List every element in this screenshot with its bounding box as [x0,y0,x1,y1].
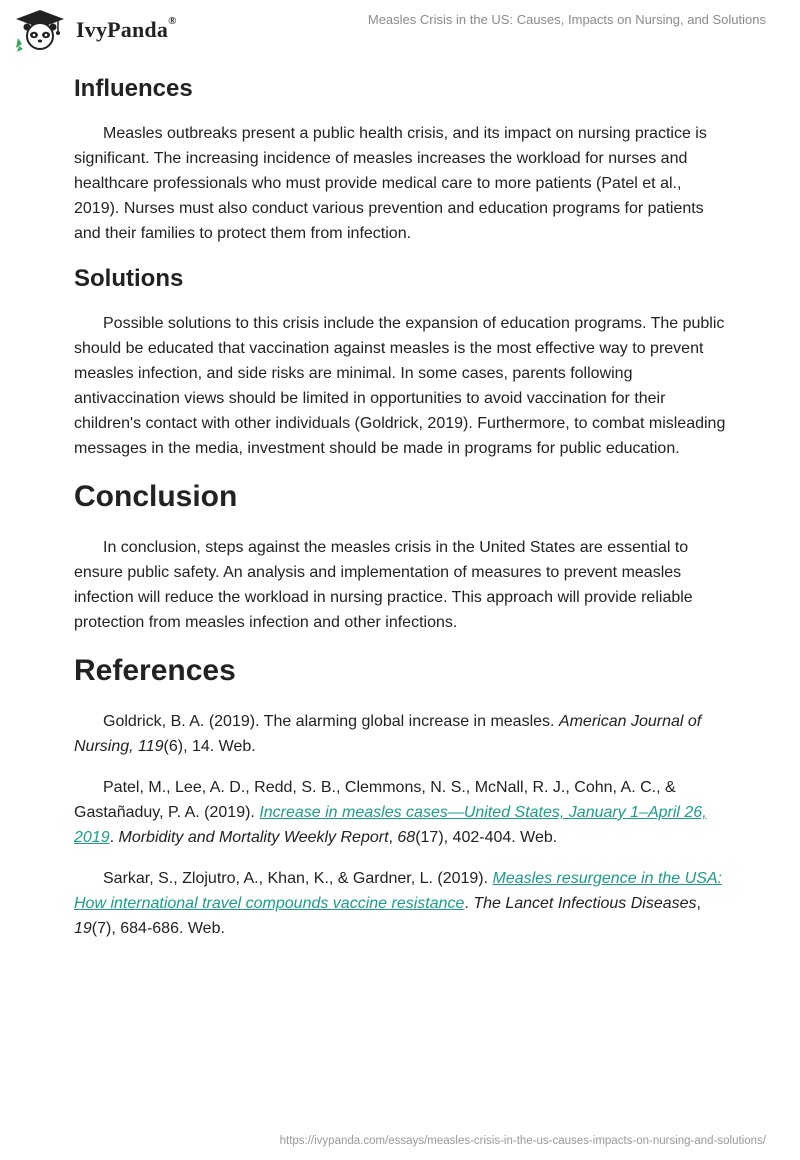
reference-journal: American Journal of Nursing, 119 [74,713,702,755]
reference-details: (7), 684-686. Web. [91,920,225,937]
reference-link[interactable]: Measles resurgence in the USA: How international travel compounds vaccine resistance [74,870,722,912]
reference-details: (6), 14. Web. [163,738,256,755]
reference-item [74,709,726,759]
references-heading: References [74,654,236,687]
reference-link[interactable]: Increase in measles cases—United States, January 1–April 26, 2019 [74,804,707,846]
influences-paragraph: Measles outbreaks present a public health crisis, and its impact on nursing practice is significant. The increasing incidence of measles increases the workload for nurses and healthcare professionals who must provide medical care to more patients (Patel et al., 2019). Nurses must also conduct various prevention and education programs for patients and their families to protect them from infection. [74,125,707,242]
reference-item: Sarkar, S., Zlojutro, A., Khan, K., & Gardner, L. (2019). Measles resurgence in the USA: How international travel compounds vaccine resistance. The Lancet Infectious Diseases, 19(7), 684-686. Web. [74,870,722,937]
reference-authors: Goldrick, B. A. (2019). The alarming global increase in measles. [103,713,559,730]
reference-item: Patel, M., Lee, A. D., Redd, S. B., Clemmons, N. S., McNall, R. J., Cohn, A. C., & Gastañaduy, P. A. (2019). Increase in measles cases—United States, January 1–April 26, 2019. Morbidity and Mortality Weekly Report, 68(17), 402-404. Web. [74,779,707,846]
panda-graduate-icon [14,8,66,52]
reference-authors: Sarkar, S., Zlojutro, A., Khan, K., & Gardner, L. (2019). [103,870,493,887]
conclusion-paragraph: In conclusion, steps against the measles crisis in the United States are essential to ensure public safety. An analysis and implementation of measures to prevent measles infection will reduce the workload in nursing practice. This approach will provide reliable protection from measles infection and other infections. [74,539,693,631]
reference-journal: The Lancet Infectious Diseases [473,895,697,912]
reference-authors: Patel, M., Lee, A. D., Redd, S. B., Clemmons, N. S., McNall, R. J., Cohn, A. C., & Gastañaduy, P. A. (2019). [74,779,676,821]
reference-volume: 68 [397,829,416,846]
essay-content [74,72,726,941]
solutions-heading: Solutions [74,265,184,292]
solutions-paragraph: Possible solutions to this crisis include the expansion of education programs. The public should be educated that vaccination against measles is the most effective way to prevent measles infection, and side risks are minimal. In some cases, parents following antivaccination views should be limited in opportunities to avoid vaccination for their children's contact with other individuals (Goldrick, 2019). Furthermore, to combat misleading messages in the media, investment should be made in programs for public education. [74,315,726,457]
footer-url[interactable]: https://ivypanda.com/essays/measles-crisis-in-the-us-causes-impacts-on-nursing-and-solutions/ [279,1135,766,1147]
conclusion-heading: Conclusion [74,480,238,513]
reference-details: (17), 402-404. Web. [415,829,558,846]
reference-volume: 19 [74,920,92,937]
reference-journal: Morbidity and Mortality Weekly Report [118,829,389,846]
influences-heading: Influences [74,75,193,102]
brand-name: IvyPanda® [76,15,177,42]
document-title: Measles Crisis in the US: Causes, Impacts on Nursing, and Solutions [367,12,766,27]
ivypanda-logo[interactable] [14,8,177,52]
